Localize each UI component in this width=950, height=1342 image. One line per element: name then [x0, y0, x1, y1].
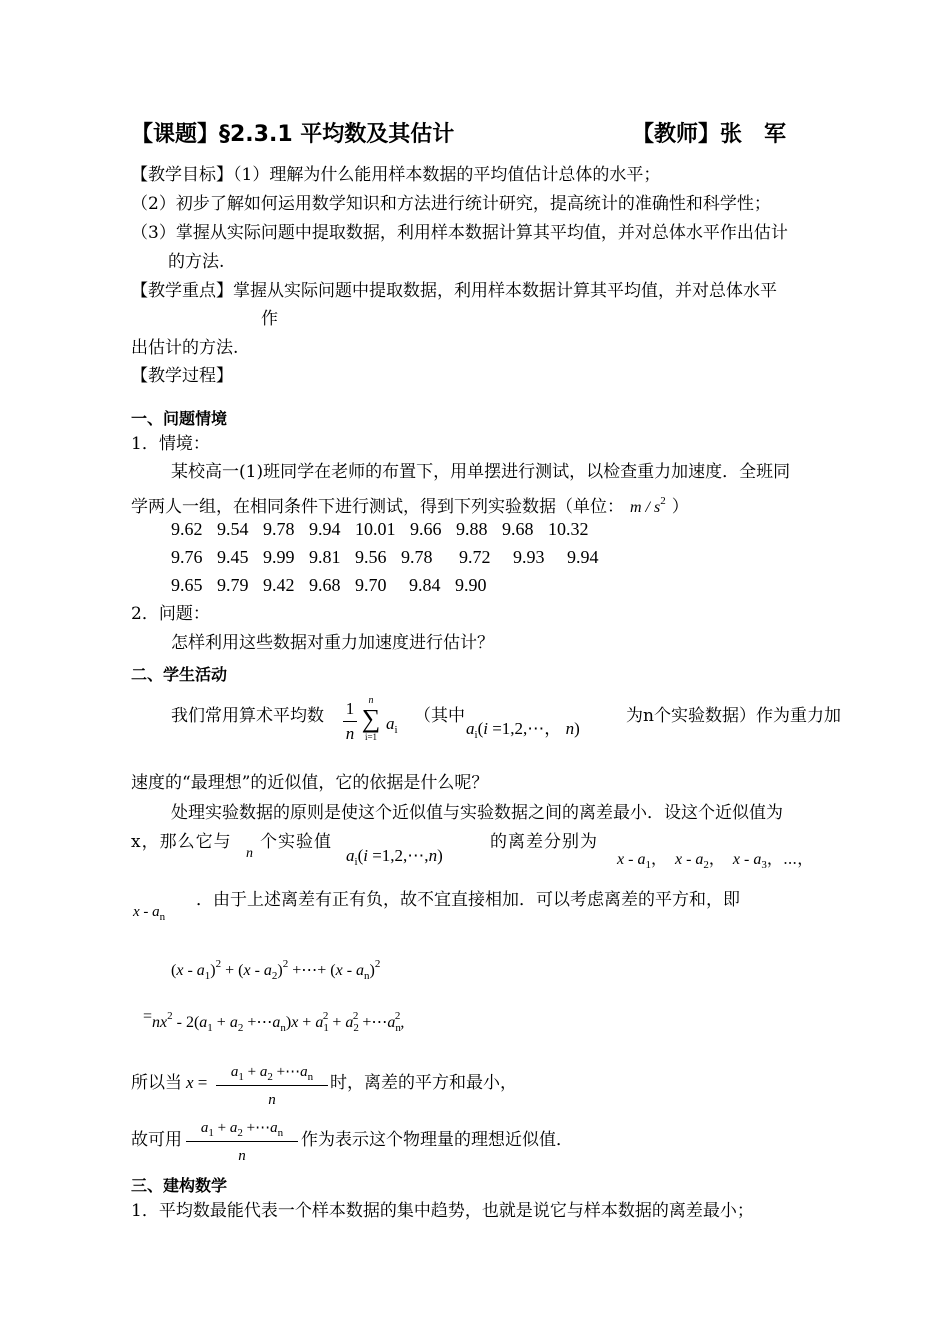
n-symbol: n: [246, 846, 253, 861]
conclusion-a: 故可用: [131, 1130, 182, 1150]
data-value: 9.45: [217, 547, 249, 567]
data-value: 9.70: [355, 575, 387, 595]
x-equals: x =: [186, 1073, 208, 1092]
data-value: 9.65: [171, 575, 203, 595]
goal-line-3: （3）掌握从实际问题中提取数据，利用样本数据计算其平均值，并对总体水平作出估计: [131, 223, 788, 243]
goal-line-1: 【教学目标】（1）理解为什么能用样本数据的平均值估计总体的水平；: [131, 165, 661, 185]
construct-item-1: 1．平均数最能代表一个样本数据的集中趋势，也就是说它与样本数据的离差最小；: [131, 1201, 754, 1221]
sigma-symbol: n ∑ i=1: [361, 695, 381, 742]
section-3-title: 三、建构数学: [131, 1176, 228, 1195]
data-value: 9.56: [355, 547, 387, 567]
ai-formula: $a_i(i$ =1,2,⋯,n): [346, 846, 443, 868]
data-value: 9.76: [171, 547, 203, 567]
unit-text: m / s: [630, 499, 661, 516]
data-value: 9.94: [309, 519, 341, 539]
minimum-condition-b: 时，离差的平方和最小，: [330, 1073, 517, 1093]
principle-line-1: 处理实验数据的原则是使这个近似值与实验数据之间的离差最小．设这个近似值为: [171, 803, 783, 823]
data-value: 9.79: [217, 575, 249, 595]
situation-para-2-text: 学两人一组，在相同条件下进行测试，得到下列实验数据（单位：: [131, 497, 624, 517]
ai-range-formula: $a_i(i$ =1,2,⋯， n): [466, 719, 580, 741]
sum-term: $a_i$: [386, 714, 398, 736]
goal-line-2: （2）初步了解如何运用数学知识和方法进行统计研究，提高统计的准确性和科学性；: [131, 194, 771, 214]
minimum-condition-a: 所以当: [131, 1073, 182, 1093]
data-value: 9.94: [567, 547, 599, 567]
data-value: 9.68: [309, 575, 341, 595]
data-value: 9.72: [459, 547, 491, 567]
mean-formula-frac: 1 n: [343, 699, 357, 744]
mean-fraction-1: $a_1 + a_2$ $+\cdots a_n$ n: [216, 1062, 328, 1109]
data-row-3: [171, 575, 487, 596]
mean-where: （其中: [414, 706, 465, 726]
teacher-label: 【教师】张 军: [632, 122, 787, 147]
process-label: 【教学过程】: [131, 366, 233, 386]
conclusion-b: 作为表示这个物理量的理想近似值．: [301, 1130, 573, 1150]
focus-line-1: 【教学重点】掌握从实际问题中提取数据，利用样本数据计算其平均值，并对总体水平: [131, 281, 777, 301]
data-value: 9.54: [217, 519, 249, 539]
question-label: 2．问题：: [131, 604, 210, 624]
data-value: 10.32: [548, 519, 589, 539]
focus-line-2: 出估计的方法.: [131, 338, 239, 358]
section-1-title: 一、问题情境: [131, 409, 228, 428]
focus-line-1b: 作: [261, 309, 278, 329]
mean-question: 速度的“最理想”的近似值，它的依据是什么呢？: [131, 773, 489, 793]
section-2-title: 二、学生活动: [131, 665, 228, 684]
principle-line-2a: x，那么它与: [131, 832, 232, 852]
data-value: 9.68: [502, 519, 534, 539]
data-value: 9.99: [263, 547, 295, 567]
deviation-list: x - $a_1$， x - $a_2$， x - $a_3$，⋯，: [617, 851, 814, 871]
sum-squares-formula: $(x - a_1)^2 + (x - a_2)^2$ +⋯+ $(x - a_n)^2$: [171, 958, 381, 982]
data-value: 9.84: [409, 575, 441, 595]
data-value: 9.66: [410, 519, 442, 539]
mean-fraction-2: $a_1 + a_2$ $+\cdots a_n$ n: [186, 1118, 298, 1165]
data-value: 9.78: [401, 547, 433, 567]
expanded-formula: $=nx^2 - 2(a_1 + a_2$ $+\cdots a_n)x + a_1^2 + a_2^2$ $+\cdots a_n^2$,: [143, 1008, 405, 1034]
mean-desc: 为n个实验数据）作为重力加: [626, 706, 841, 726]
mean-intro: 我们常用算术平均数: [171, 706, 324, 726]
lesson-topic: 【课题】§2.3.1 平均数及其估计: [131, 122, 455, 147]
principle-line-2c: 的离差分别为: [490, 832, 598, 852]
situation-para-2: [131, 491, 689, 518]
principle-line-2b: 个实验值: [260, 832, 332, 852]
data-value: 9.88: [456, 519, 488, 539]
data-value: 9.42: [263, 575, 295, 595]
data-value: 9.93: [513, 547, 545, 567]
situation-para-2-end: ）: [671, 497, 689, 517]
data-row-1: [171, 519, 589, 540]
goal-line-3b: 的方法.: [168, 252, 225, 272]
data-value: 9.81: [309, 547, 341, 567]
situation-para-1: 某校高一(1)班同学在老师的布置下，用单摆进行测试，以检查重力加速度．全班同: [171, 462, 791, 482]
data-value: 9.90: [455, 575, 487, 595]
data-value: 10.01: [355, 519, 396, 539]
question-text: 怎样利用这些数据对重力加速度进行估计？: [171, 633, 494, 653]
data-value: 9.78: [263, 519, 295, 539]
deviation-text: ．由于上述离差有正有负，故不宜直接相加．可以考虑离差的平方和，即: [196, 890, 740, 910]
deviation-last: x - $a_n$: [133, 904, 166, 923]
unit-ms2: m / $s^2$: [630, 495, 666, 516]
situation-label: 1．情境：: [131, 434, 210, 454]
data-value: 9.62: [171, 519, 203, 539]
data-row-2: [171, 547, 599, 568]
